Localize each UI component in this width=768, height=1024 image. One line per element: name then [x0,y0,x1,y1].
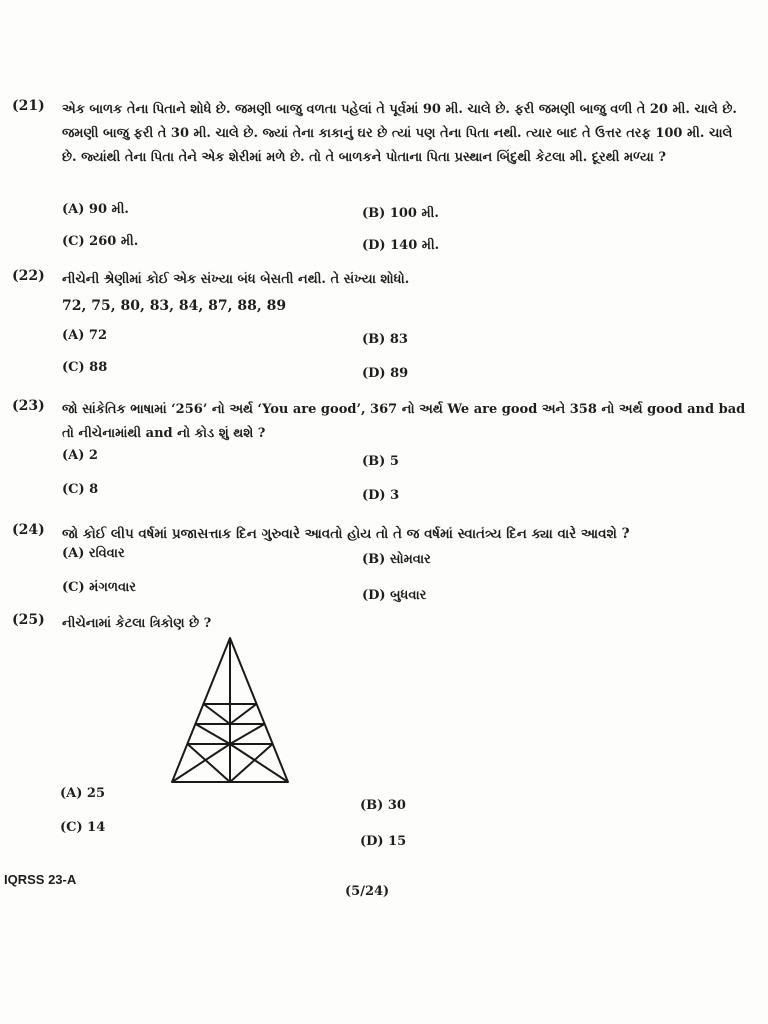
option-c: (C) 88 [62,360,108,375]
number-series: 72, 75, 80, 83, 84, 87, 88, 89 [62,298,287,314]
question-text: જો સાંકેતિક ભાષામાં ‘256’ નો અર્થ ‘You are good’, 367 નો અર્થ We are good અને 358 નો અર્થ good and bad તો નીચેનામાંથી and નો કોડ શું થશે ? [62,402,746,441]
diagonal-line [196,724,231,744]
diagonal-line [204,704,231,724]
option-a: (A) 90 મી. [62,202,129,217]
question-number: (25) [12,612,45,628]
option-d: (D) 3 [362,488,400,503]
option-a: (A) 72 [62,328,108,343]
option-d: (D) 15 [360,834,407,849]
diagonal-line [188,744,231,782]
question-text: એક બાળક તેના પિતાને શોધે છે. જમણી બાજુ વળતા પહેલાં તે પૂર્વમાં 90 મી. ચાલે છે. ફરી જમણી બાજુ વળી તે 20 મી. ચાલે છે. જમણી બાજુ ફરી તે 30 મી. ચાલે છે. જ્યાં તેના કાકાનું ઘર છે ત્યાં પણ તેના પિતા નથી. ત્યાર બાદ તે ઉત્તર તરફ 100 મી. ચાલે છે. જ્યાંથી તેના પિતા તેને એક શેરીમાં મળે છે. તો તે બાળકને પોતાના પિતા પ્રસ્થાન બિંદુથી કેટલા મી. દૂરથી મળ્યા ? [62,102,737,165]
option-c: (C) 260 મી. [62,234,139,249]
diagonal-line [230,744,273,782]
option-d: (D) 89 [362,366,409,381]
option-b: (B) સોમવાર [362,552,431,567]
option-b: (B) 5 [362,454,399,469]
question-number: (21) [12,98,45,114]
option-d: (D) બુધવાર [362,588,427,603]
option-a: (A) રવિવાર [62,546,125,561]
option-a: (A) 2 [62,448,98,463]
option-c: (C) મંગળવાર [62,580,136,595]
question-text: જો કોઈ લીપ વર્ષમાં પ્રજાસત્તાક દિન ગુરુવારે આવતો હોય તો તે જ વર્ષમાં સ્વાતંત્ર્ય દિન ક્યા વારે આવશે ? [62,526,630,542]
option-c: (C) 8 [62,482,99,497]
triangle-figure [168,636,292,786]
option-d: (D) 140 મી. [362,238,440,253]
page-number: (5/24) [345,884,390,899]
option-b: (B) 30 [360,798,406,813]
option-b: (B) 100 મી. [362,206,439,221]
question-text: નીચેની શ્રેણીમાં કોઈ એક સંખ્યા બંધ બેસતી નથી. તે સંખ્યા શોધો. [62,272,410,287]
diagonal-line [230,724,265,744]
question-text: નીચેનામાં કેટલા ત્રિકોણ છે ? [62,616,212,631]
paper-code: IQRSS 23-A [4,872,77,887]
question-number: (22) [12,268,45,284]
option-b: (B) 83 [362,332,408,347]
question-number: (24) [12,522,45,538]
option-a: (A) 25 [60,786,106,801]
option-c: (C) 14 [60,820,106,835]
question-number: (23) [12,398,45,414]
diagonal-line [230,704,257,724]
